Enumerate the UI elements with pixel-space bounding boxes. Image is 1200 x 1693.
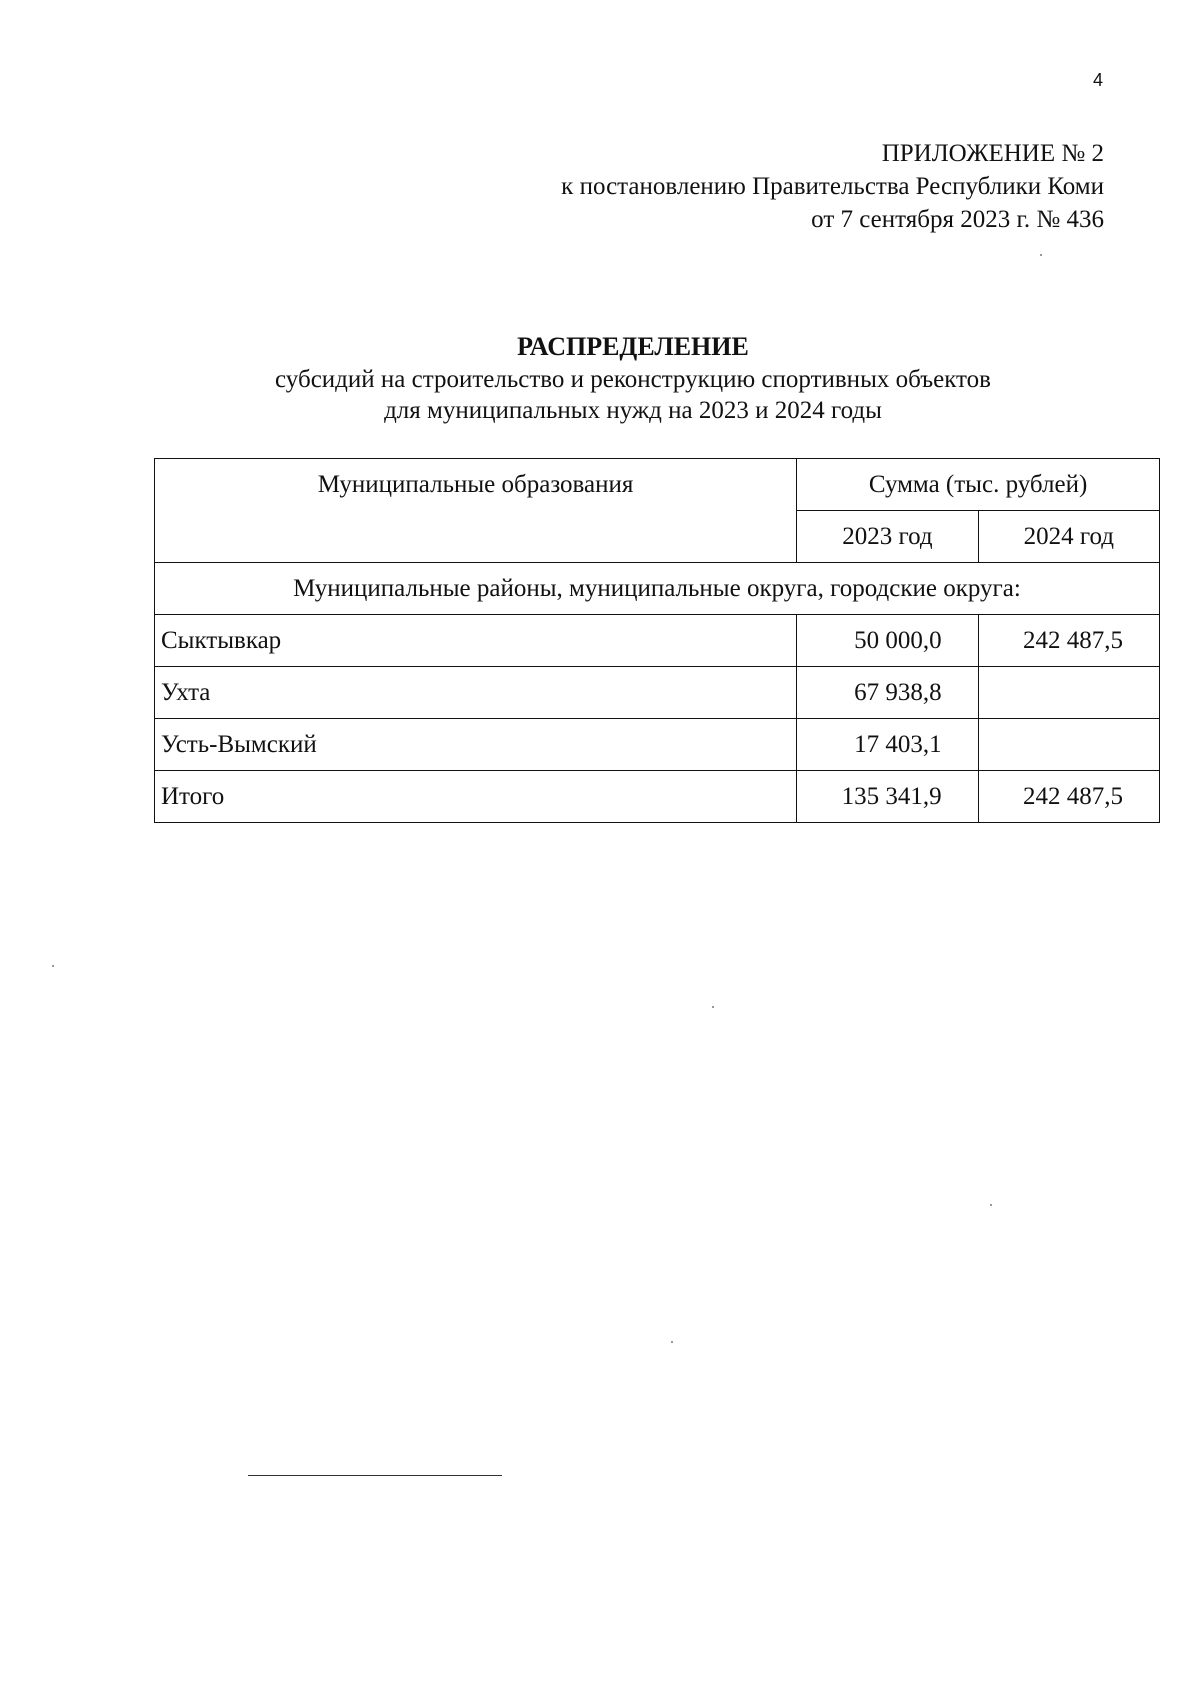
page-number: 4 — [1093, 70, 1104, 90]
header-2023: 2023 год — [797, 511, 978, 563]
appendix-date: от 7 сентября 2023 г. № 436 — [811, 206, 1104, 233]
subsidy-distribution-table — [154, 458, 1160, 823]
row-2023: 67 938,8 — [797, 667, 978, 719]
row-2023: 50 000,0 — [797, 615, 978, 667]
table-row — [155, 615, 1160, 667]
header-municipalities: Муниципальные образования — [155, 459, 797, 563]
scan-speck — [671, 1341, 673, 1343]
appendix-reference: к постановлению Правительства Республики Коми — [561, 173, 1104, 200]
header-2024: 2024 год — [978, 511, 1159, 563]
table-header-row — [155, 459, 1160, 511]
row-2023: 17 403,1 — [797, 719, 978, 771]
total-2023: 135 341,9 — [797, 771, 978, 823]
section-label: Муниципальные районы, муниципальные округа, городские округа: — [155, 563, 1160, 615]
scan-speck — [52, 965, 54, 967]
row-2024: 242 487,5 — [978, 615, 1159, 667]
row-name: Усть-Вымский — [155, 719, 797, 771]
header-sum: Сумма (тыс. рублей) — [797, 459, 1160, 511]
row-name: Ухта — [155, 667, 797, 719]
document-title: РАСПРЕДЕЛЕНИЕ — [517, 332, 749, 361]
document-heading — [0, 330, 1200, 426]
row-name: Сыктывкар — [155, 615, 797, 667]
total-2024: 242 487,5 — [978, 771, 1159, 823]
scan-speck — [712, 1006, 714, 1008]
table-row — [155, 667, 1160, 719]
footnote-rule — [248, 1475, 502, 1476]
table-row — [155, 719, 1160, 771]
total-row — [155, 771, 1160, 823]
document-subtitle-line-1: субсидий на строительство и реконструкцию спортивных объектов — [275, 366, 991, 393]
scan-speck — [990, 1204, 992, 1206]
row-2024 — [978, 667, 1159, 719]
document-subtitle-line-2: для муниципальных нужд на 2023 и 2024 годы — [384, 397, 882, 424]
scan-speck — [1040, 254, 1042, 256]
appendix-number: ПРИЛОЖЕНИЕ № 2 — [881, 140, 1104, 167]
appendix-block — [561, 137, 1104, 236]
section-row — [155, 563, 1160, 615]
total-label: Итого — [155, 771, 797, 823]
row-2024 — [978, 719, 1159, 771]
